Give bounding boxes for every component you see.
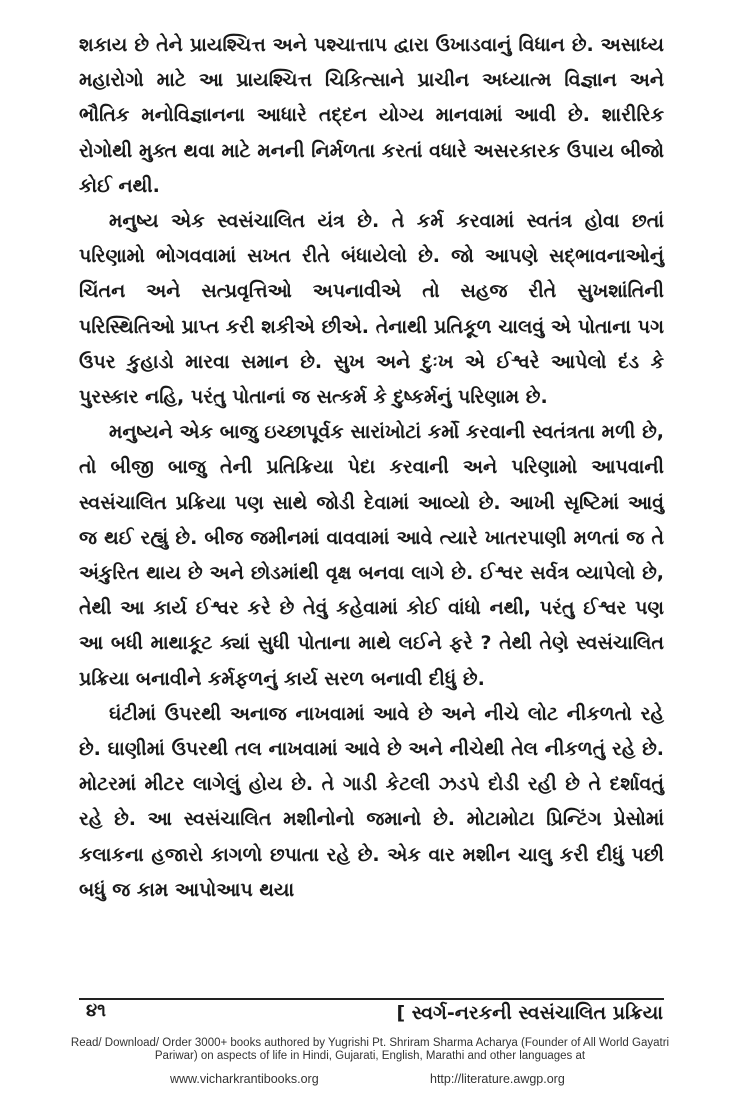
page-number: ૪૧ <box>86 1000 106 1021</box>
credit-text: Read/ Download/ Order 3000+ books authored by Yugrishi Pt. Shriram Sharma Acharya (Founder of All World Gayatri Pariwar) on aspects of life in Hindi, Gujarati, English, Marathi and other languages at <box>70 1037 670 1062</box>
paragraph-1: શકાય છે તેને પ્રાયશ્ચિત્ત અને પશ્ચાત્તાપ દ્વારા ઉખાડવાનું વિધાન છે. અસાધ્ય મહારોગો માટે આ પ્રાયશ્ચિત્ત ચિકિત્સાને પ્રાચીન અધ્યાત્મ વિજ્ઞાન અને ભૌતિક મનોવિજ્ઞાનના આધારે તદ્દન યોગ્ય માનવામાં આવી છે. શારીરિક રોગોથી મુક્ત થવા માટે મનની નિર્મળતા કરતાં વધારે અસરકારક ઉપાય બીજો કોઈ નથી. <box>79 34 664 197</box>
paragraph-2: મનુષ્ય એક સ્વસંચાલિત યંત્ર છે. તે કર્મ કરવામાં સ્વતંત્ર હોવા છતાં પરિણામો ભોગવવામાં સખત રીતે બંધાયેલો છે. જો આપણે સદ્‌ભાવનાઓનું ચિંતન અને સત્પ્રવૃત્તિઓ અપનાવીએ તો સહજ રીતે સુખશાંતિની પરિસ્થિતિઓ પ્રાપ્ત કરી શકીએ છીએ. તેનાથી પ્રતિકૂળ ચાલવું એ પોતાના પગ ઉપર કુહાડો મારવા સમાન છે. સુખ અને દુઃખ એ ઈશ્વરે આપેલો દંડ કે પુરસ્કાર નહિ, પરંતુ પોતાનાં જ સત્કર્મ કે દુષ્કર્મનું પરિણામ છે. <box>79 210 664 409</box>
paragraph-4: ઘંટીમાં ઉપરથી અનાજ નાખવામાં આવે છે અને નીચે લોટ નીકળતો રહે છે. ઘાણીમાં ઉપરથી તલ નાખવામાં આવે છે અને નીચેથી તેલ નીકળતું રહે છે. મોટરમાં મીટર લાગેલું હોય છે. તે ગાડી કેટલી ઝડપે દોડી રહી છે તે દર્શાવતું રહે છે. આ સ્વસંચાલિત મશીનોનો જમાનો છે. મોટામોટા પ્રિન્ટિંગ પ્રેસોમાં કલાકના હજારો કાગળો છપાતા રહે છે. એક વાર મશીન ચાલુ કરી દીધું પછી બધું જ કામ આપોઆપ થયા <box>79 702 664 901</box>
paragraph-3: મનુષ્યને એક બાજુ ઇચ્છાપૂર્વક સારાંખોટાં કર્મો કરવાની સ્વતંત્રતા મળી છે, તો બીજી બાજુ તેની પ્રતિક્રિયા પેદા કરવાની અને પરિણામો આપવાની સ્વસંચાલિત પ્રક્રિયા પણ સાથે જોડી દેવામાં આવ્યો છે. આખી સૃષ્ટિમાં આવું જ થઈ રહ્યું છે. બીજ જમીનમાં વાવવામાં આવે ત્યારે ખાતરપાણી મળતાં જ તે અંકુરિત થાય છે અને છોડમાંથી વૃક્ષ બનવા લાગે છે. ઈશ્વર સર્વત્ર વ્યાપેલો છે, તેથી આ કાર્ય ઈશ્વર કરે છે તેવું કહેવામાં કોઈ વાંધો નથી, પરંતુ ઈશ્વર પણ આ બધી માથાકૂટ ક્યાં સુધી પોતાના માથે લઈને ફરે ? તેથી તેણે સ્વસંચાલિત પ્રક્રિયા બનાવીને કર્મફળનું કાર્ય સરળ બનાવી દીધું છે. <box>79 421 664 690</box>
vicharkranti-link[interactable]: www.vicharkrantibooks.org <box>170 1072 319 1086</box>
footer-divider <box>79 998 664 1000</box>
running-title: [ સ્વર્ગ-નરકની સ્વસંચાલિત પ્રક્રિયા <box>396 1002 663 1024</box>
page-body <box>79 28 664 908</box>
awgp-literature-link[interactable]: http://literature.awgp.org <box>430 1072 565 1086</box>
